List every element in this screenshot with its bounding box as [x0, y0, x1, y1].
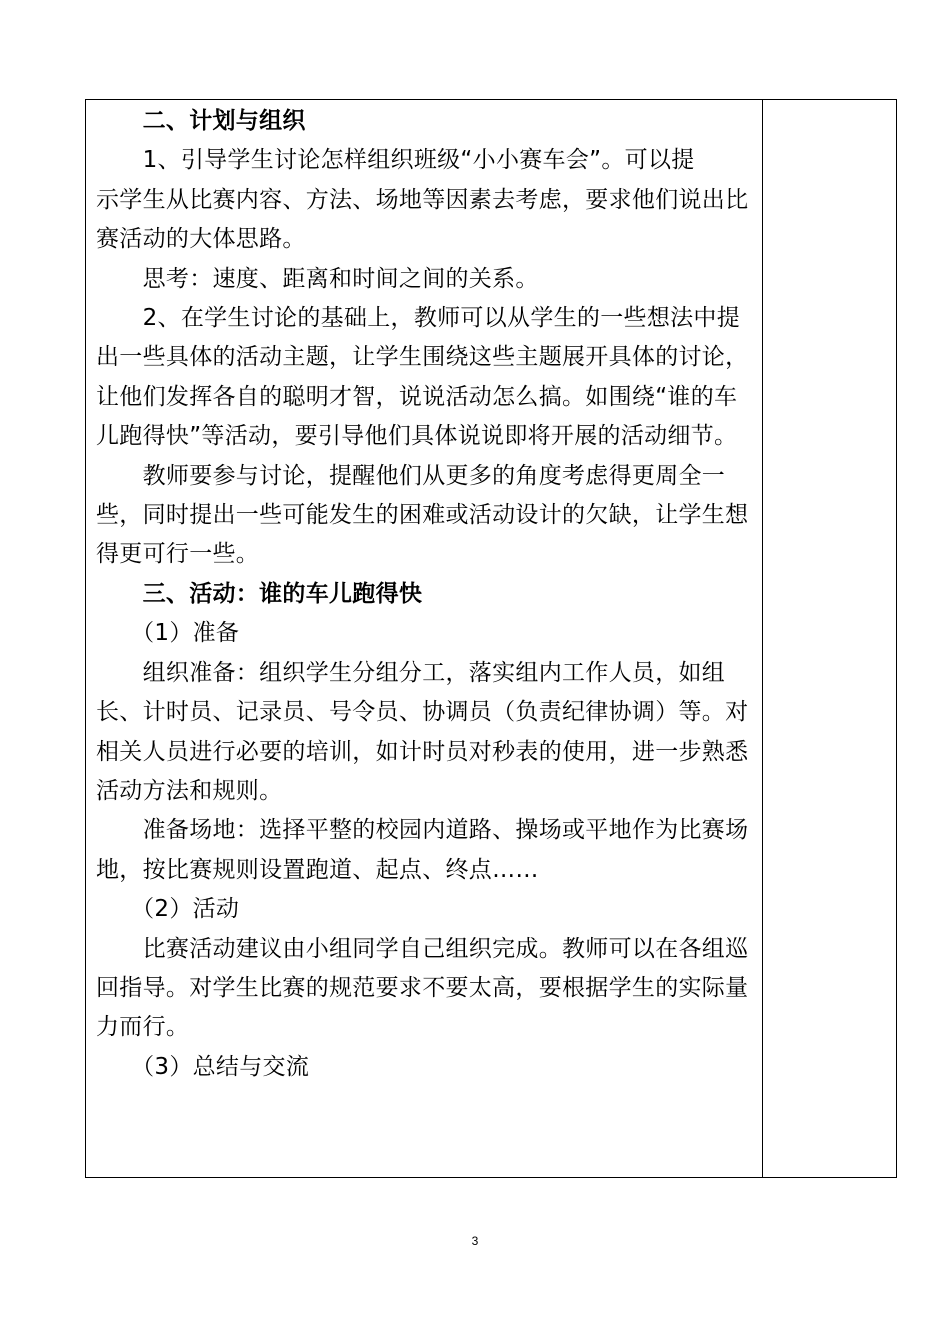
section-heading-activity: 三、活动：谁的车儿跑得快 — [96, 580, 423, 607]
paragraph-hint-students: 示学生从比赛内容、方法、场地等因素去考虑，要求他们说出比赛活动的大体思路。 — [96, 186, 749, 253]
subheading-activity: （2）活动 — [96, 896, 240, 923]
paragraph-think: 思考：速度、距离和时间之间的关系。 — [96, 265, 539, 292]
paragraph-teacher-participate: 教师要参与讨论，提醒他们从更多的角度考虑得更周全一些，同时提出一些可能发生的困难或活动设计的欠缺，让学生想得更可行一些。 — [96, 462, 749, 568]
page-number: 3 — [471, 1234, 479, 1248]
section-heading-plan: 二、计划与组织 — [96, 108, 306, 134]
paragraph-guide-discussion: 1、引导学生讨论怎样组织班级“小小赛车会”。可以提 — [96, 147, 695, 174]
paragraph-discussion-basis: 2、在学生讨论的基础上，教师可以从学生的一些想法中提出一些具体的活动主题，让学生围绕这些主题展开具体的讨论，让他们发挥各自的聪明才智，说说活动怎么搞。如围绕“谁的车儿跑得快”等活动，要引导他们具体说说即将开展的活动细节。 — [96, 305, 749, 450]
paragraph-organize-prepare: 组织准备：组织学生分组分工，落实组内工作人员，如组长、计时员、记录员、号令员、协调员（负责纪律协调）等。对相关人员进行必要的培训，如计时员对秒表的使用，进一步熟悉活动方法和规则。 — [96, 659, 749, 804]
paragraph-venue-prepare: 准备场地：选择平整的校园内道路、操场或平地作为比赛场地，按比赛规则设置跑道、起点、终点…… — [96, 817, 749, 883]
paragraph-competition: 比赛活动建议由小组同学自己组织完成。教师可以在各组巡回指导。对学生比赛的规范要求不要太高，要根据学生的实际量力而行。 — [96, 935, 749, 1041]
subheading-summary: （3）总结与交流 — [96, 1053, 310, 1080]
subheading-prepare: （1）准备 — [96, 620, 240, 647]
notes-cell — [763, 100, 896, 1177]
lesson-table — [85, 99, 897, 1178]
content-cell — [86, 100, 763, 1177]
